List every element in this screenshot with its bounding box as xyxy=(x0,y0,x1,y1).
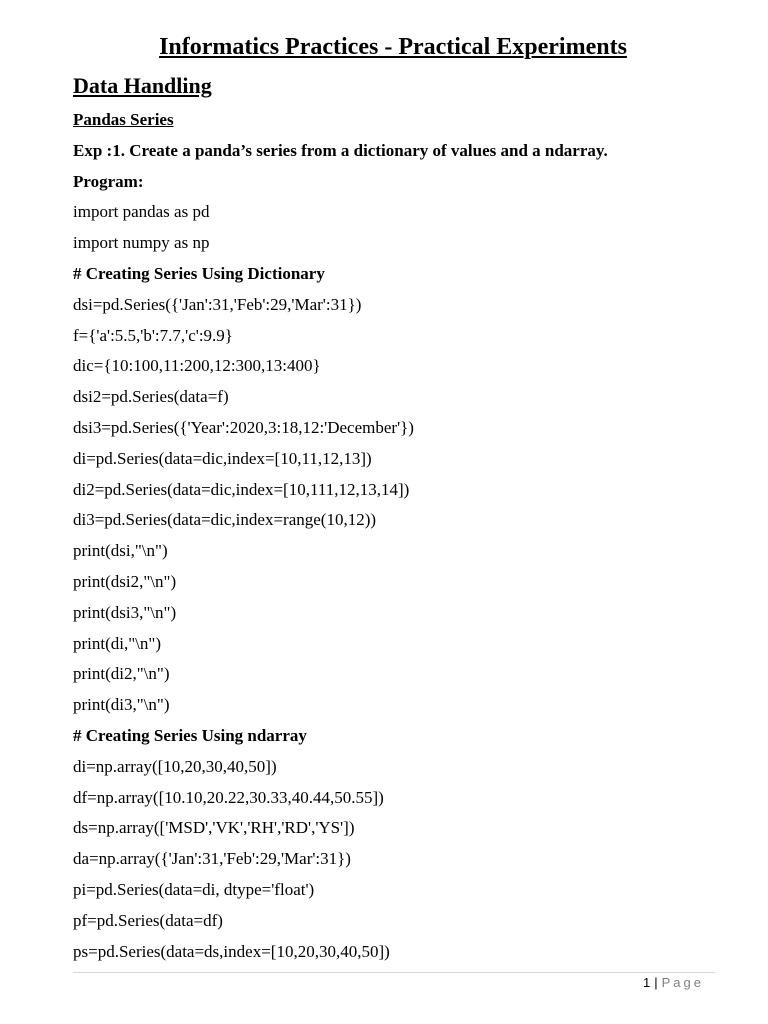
code-line: print(dsi,"\n") xyxy=(73,541,168,561)
code-line: print(di,"\n") xyxy=(73,633,162,653)
page-number: 1 xyxy=(643,975,651,990)
document-title: Informatics Practices - Practical Experiments xyxy=(159,34,627,60)
subsection-heading: Pandas Series xyxy=(73,110,174,129)
bold-line: Program: xyxy=(73,171,144,191)
bold-line: Exp :1. Create a panda’s series from a dictionary of values and a ndarray. xyxy=(73,140,608,160)
code-line: dic={10:100,11:200,12:300,13:400} xyxy=(73,356,321,376)
code-line: import pandas as pd xyxy=(73,202,210,222)
code-line: f={'a':5.5,'b':7.7,'c':9.9} xyxy=(73,325,233,345)
code-line: di2=pd.Series(data=dic,index=[10,111,12,13,14]) xyxy=(73,479,410,499)
bold-line: # Creating Series Using Dictionary xyxy=(73,263,325,283)
code-line: ps=pd.Series(data=ds,index=[10,20,30,40,50]) xyxy=(73,941,390,961)
code-line: di=np.array([10,20,30,40,50]) xyxy=(73,756,277,776)
code-line: dsi=pd.Series({'Jan':31,'Feb':29,'Mar':31}) xyxy=(73,294,362,314)
section-heading: Data Handling xyxy=(73,73,212,98)
page-label: Page xyxy=(661,975,704,990)
code-line: dsi2=pd.Series(data=f) xyxy=(73,387,229,407)
code-line: print(di2,"\n") xyxy=(73,664,170,684)
program-listing xyxy=(73,105,733,967)
code-line: ds=np.array(['MSD','VK','RH','RD','YS']) xyxy=(73,818,355,838)
code-line: di=pd.Series(data=dic,index=[10,11,12,13]) xyxy=(73,448,372,468)
footer-divider xyxy=(73,972,715,973)
code-line: di3=pd.Series(data=dic,index=range(10,12)) xyxy=(73,510,377,530)
code-line: print(dsi3,"\n") xyxy=(73,602,177,622)
code-line: da=np.array({'Jan':31,'Feb':29,'Mar':31}) xyxy=(73,849,351,869)
code-line: print(dsi2,"\n") xyxy=(73,571,177,591)
bold-line: # Creating Series Using ndarray xyxy=(73,725,307,745)
page-footer xyxy=(643,974,704,992)
code-line: df=np.array([10.10,20.22,30.33,40.44,50.55]) xyxy=(73,787,384,807)
code-line: print(di3,"\n") xyxy=(73,695,170,715)
code-line: import numpy as np xyxy=(73,233,210,253)
footer-separator: | xyxy=(654,975,658,990)
code-line: pf=pd.Series(data=df) xyxy=(73,910,223,930)
code-line: dsi3=pd.Series({'Year':2020,3:18,12:'December'}) xyxy=(73,417,414,437)
code-line: pi=pd.Series(data=di, dtype='float') xyxy=(73,879,315,899)
